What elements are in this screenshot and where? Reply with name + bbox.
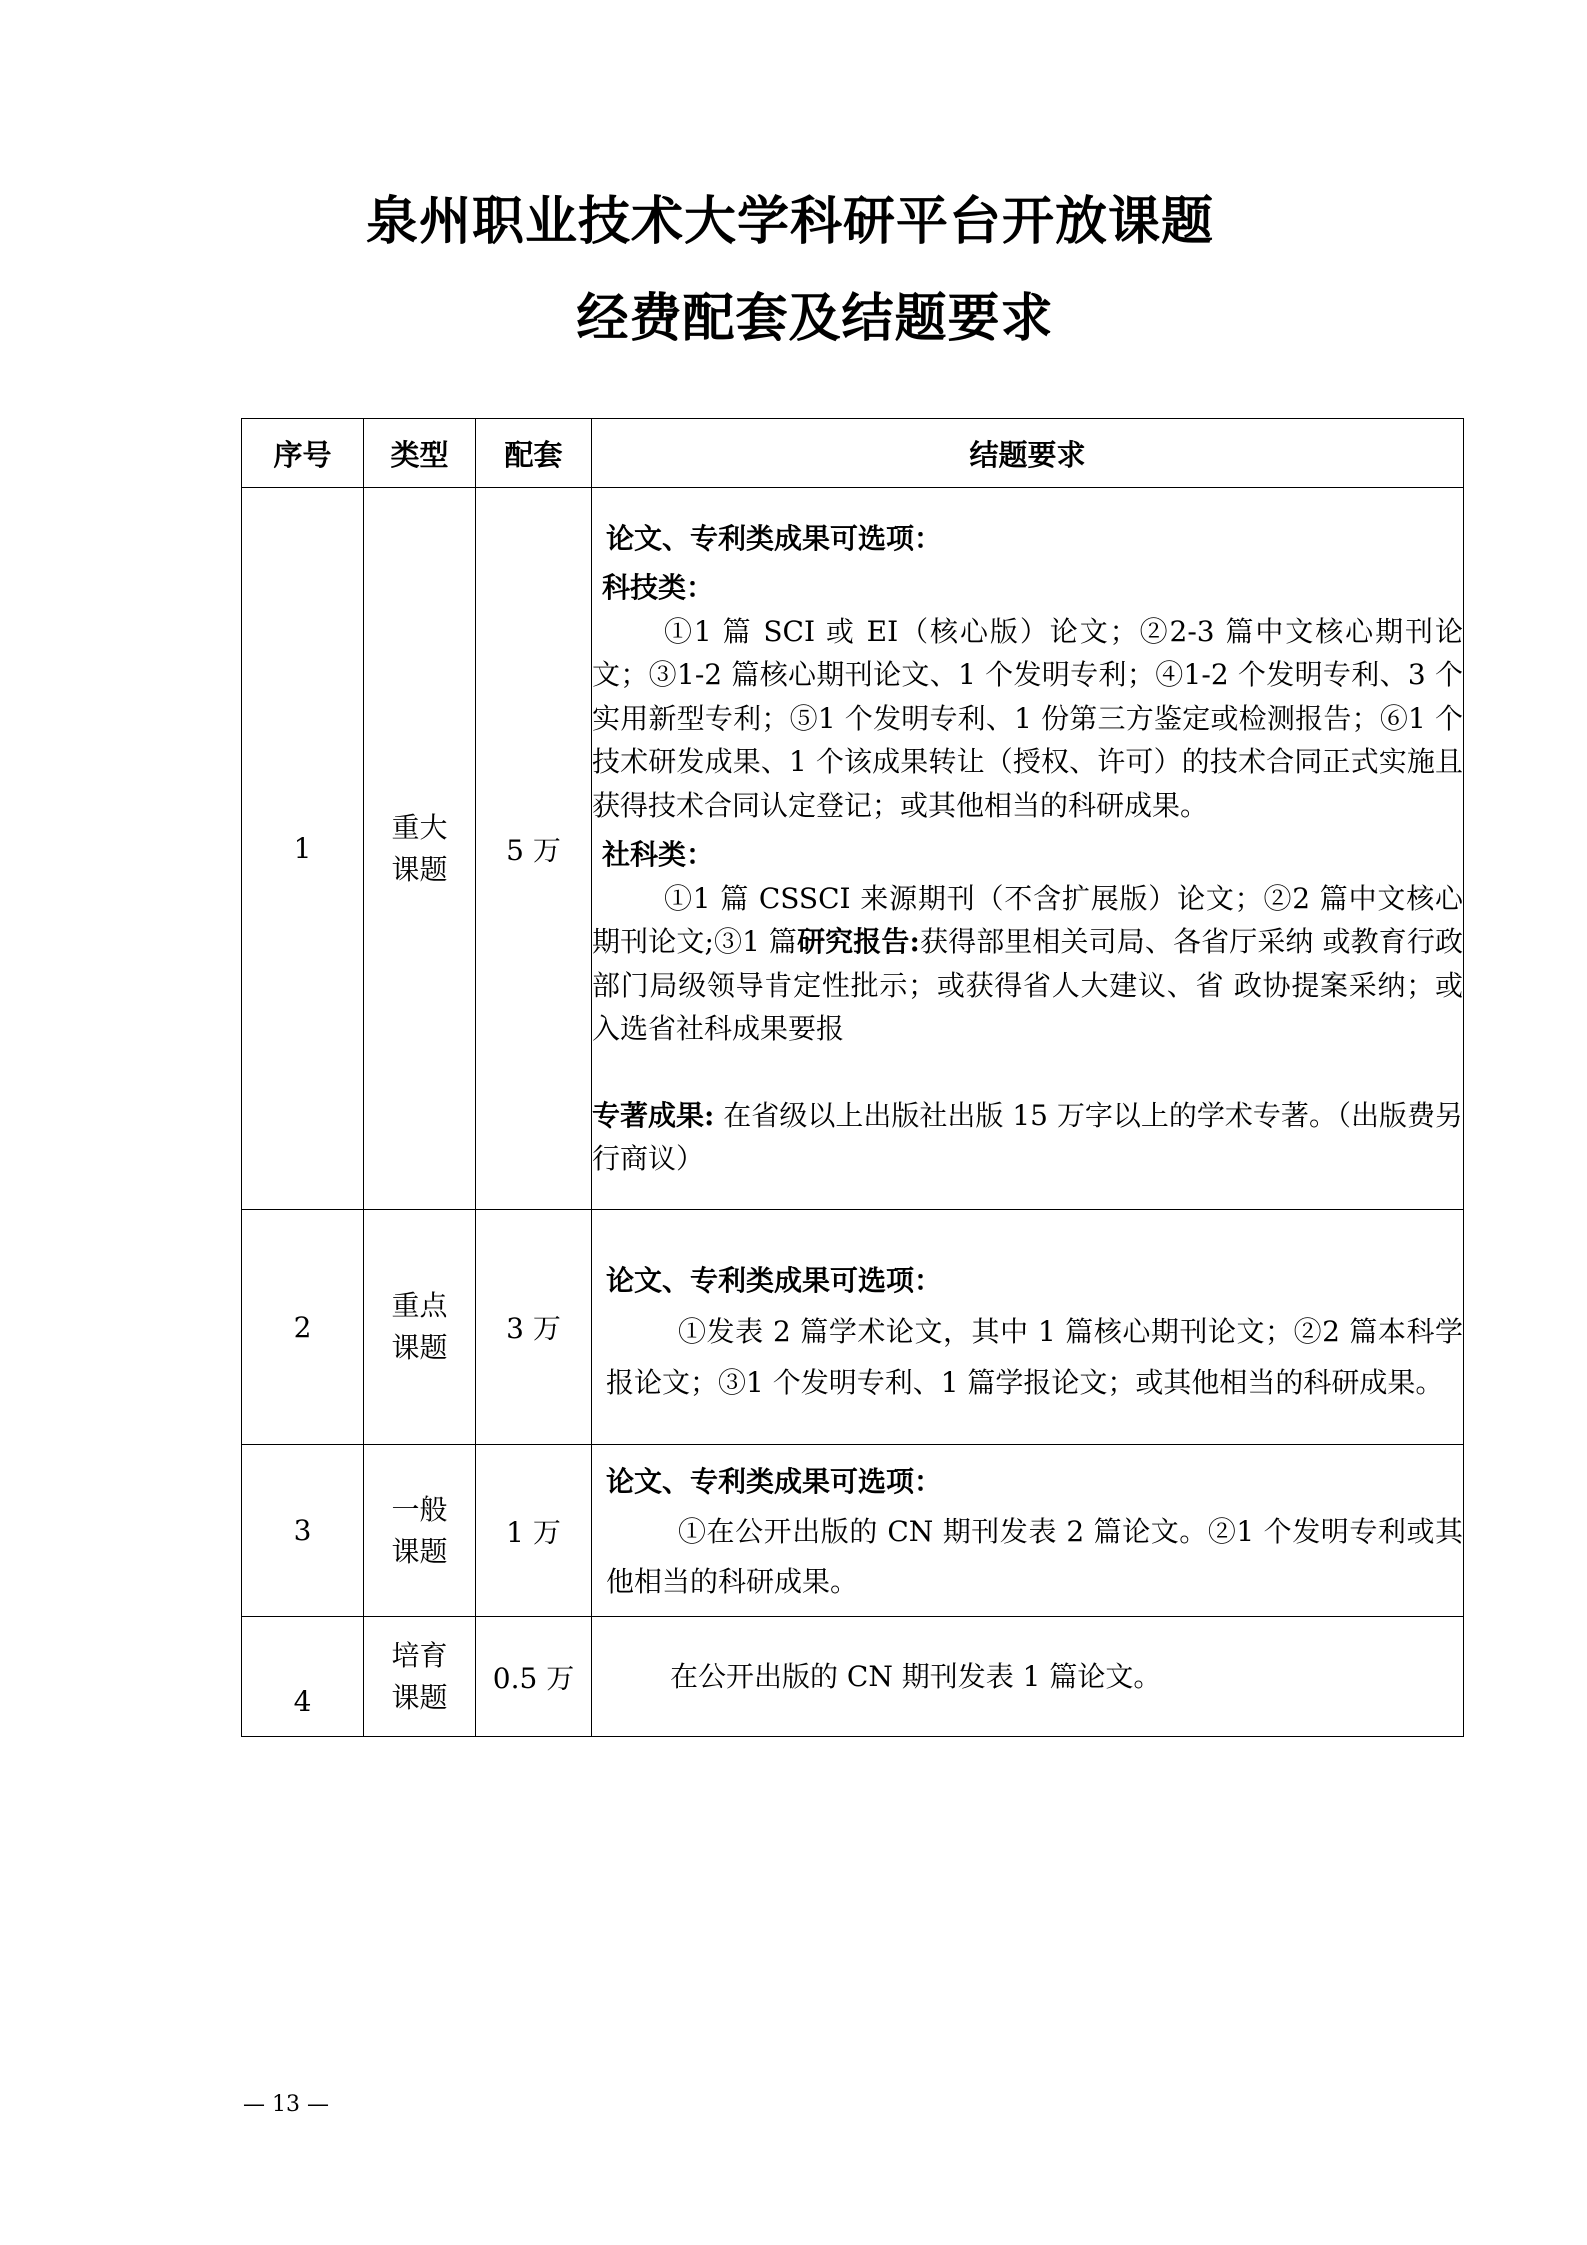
options-heading: 论文、专利类成果可选项： xyxy=(606,1464,943,1498)
social-text-b: 获得部里相关司局、各省厅采纳 或教育行政部门局级领导肯定性批示；或获得省人大建议、省 政协提案采纳；或入选省社科成果要报 xyxy=(592,925,1464,1045)
project-type-line2: 课题 xyxy=(391,1680,448,1714)
project-type xyxy=(364,1210,476,1445)
document-title-line1: 泉州职业技术大学科研平台开放课题 xyxy=(365,191,1214,252)
options-heading: 论文、专利类成果可选项： xyxy=(606,1263,943,1297)
project-type-line1: 培育 xyxy=(391,1638,448,1672)
sci-category-text: ①1 篇 SCI 或 EI（核心版）论文；②2-3 篇中文核心期刊论文；③1-2 篇核心期刊论文、1 个发明专利；④1-2 个发明专利、3 个实用新型专利；⑤1 个发明专利、1 份第三方鉴定或检测报告；⑥1 个技术研发成果、1 个该成果转让（授权、许可）的技术合同正式实施且获得技术合同认定登记；或其他相当的科研成果。 xyxy=(592,614,1463,822)
project-type-line1: 一般 xyxy=(391,1492,448,1526)
row-number: 3 xyxy=(242,1445,364,1617)
requirements-cell xyxy=(592,1210,1464,1445)
project-type-line1: 重大 xyxy=(391,810,448,844)
header-fund: 配套 xyxy=(476,419,592,488)
sci-category-label: 科技类： xyxy=(602,571,715,604)
table-row xyxy=(242,1210,1464,1445)
project-type-line2: 课题 xyxy=(391,852,448,886)
monograph-desc: 在省级以上出版社出版 15 万字以上的学术专著。（出版费另行商议） xyxy=(592,1098,1463,1175)
funding-amount: 5 万 xyxy=(476,488,592,1210)
project-type-line2: 课题 xyxy=(391,1331,448,1364)
project-type xyxy=(364,1617,476,1737)
social-category-label: 社科类： xyxy=(602,838,715,871)
project-type xyxy=(364,488,476,1210)
document-title-line2: 经费配套及结题要求 xyxy=(576,288,1054,349)
project-type-line2: 课题 xyxy=(391,1534,448,1568)
header-requirements: 结题要求 xyxy=(592,419,1464,488)
options-heading: 论文、专利类成果可选项： xyxy=(606,521,943,555)
table-header-row xyxy=(242,419,1464,488)
monograph-text xyxy=(592,1094,1463,1181)
page-number: — 13 — xyxy=(243,2092,329,2117)
requirements-table xyxy=(241,418,1464,1737)
header-num: 序号 xyxy=(242,419,364,488)
project-type-line1: 重点 xyxy=(391,1289,448,1322)
row-number: 4 xyxy=(242,1617,364,1737)
funding-amount: 0.5 万 xyxy=(476,1617,592,1737)
funding-amount: 3 万 xyxy=(476,1210,592,1445)
social-category-text xyxy=(592,877,1463,1051)
table-row xyxy=(242,1617,1464,1737)
row-number: 2 xyxy=(242,1210,364,1445)
row-number: 1 xyxy=(242,488,364,1210)
requirements-cell xyxy=(592,1445,1464,1617)
table-row xyxy=(242,488,1464,1210)
header-type: 类型 xyxy=(364,419,476,488)
social-text-a: ①1 篇 CSSCI 来源期刊（不含扩展版）论文；②2 篇中文核心期刊论文;③1 篇 xyxy=(592,881,1463,958)
requirements-text: ①在公开出版的 CN 期刊发表 2 篇论文。②1 个发明专利或其他相当的科研成果。 xyxy=(606,1514,1463,1598)
research-report-label: 研究报告: xyxy=(797,925,920,958)
monograph-label: 专著成果: xyxy=(592,1098,715,1132)
requirements-text: ①发表 2 篇学术论文，其中 1 篇核心期刊论文；②2 篇本科学报论文；③1 个发明专利、1 篇学报论文；或其他相当的科研成果。 xyxy=(606,1314,1463,1399)
requirements-text: 在公开出版的 CN 期刊发表 1 篇论文。 xyxy=(670,1659,1162,1693)
requirements-cell xyxy=(592,1617,1464,1737)
requirements-cell xyxy=(592,488,1464,1210)
table-row xyxy=(242,1445,1464,1617)
project-type xyxy=(364,1445,476,1617)
spacer xyxy=(592,1051,1463,1094)
funding-amount: 1 万 xyxy=(476,1445,592,1617)
